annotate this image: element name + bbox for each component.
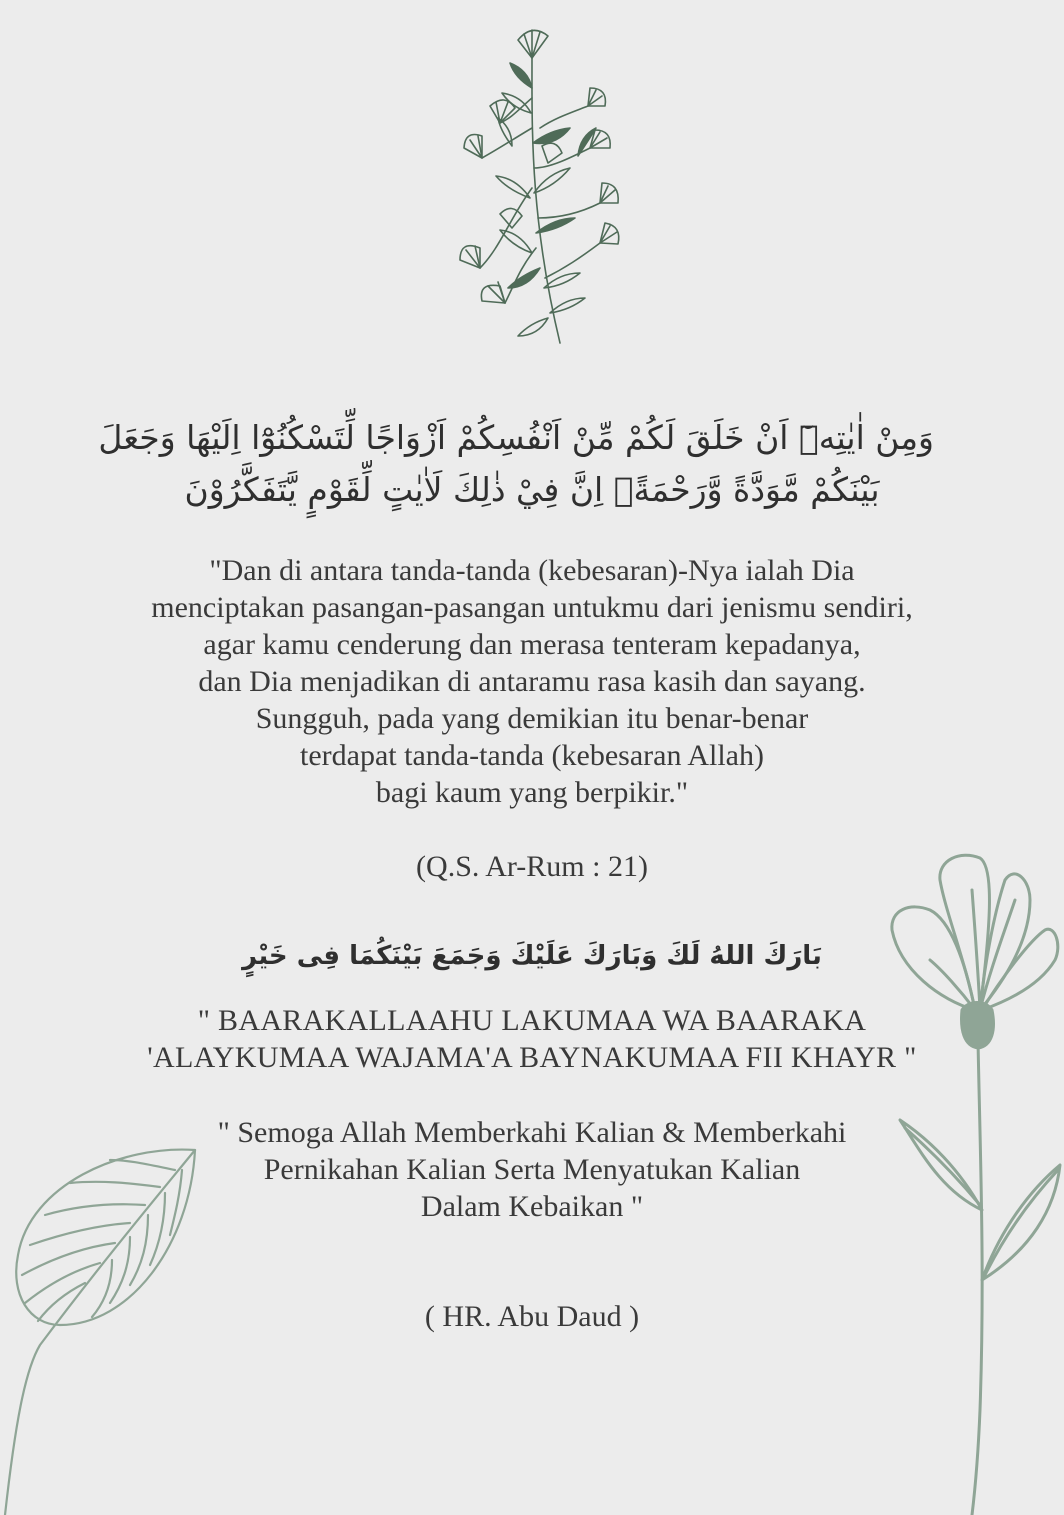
translation-line: bagi kaum yang berpikir." <box>375 776 689 809</box>
transliteration-line: 'ALAYKUMAA WAJAMA'A BAYNAKUMAA FII KHAYR " <box>147 1041 917 1074</box>
meaning-line: " Semoga Allah Memberkahi Kalian & Memberkahi <box>217 1116 847 1149</box>
verse-citation: (Q.S. Ar-Rum : 21) <box>416 850 648 883</box>
doa-transliteration <box>0 1002 1064 1076</box>
translation-line: agar kamu cenderung dan merasa tenteram kepadanya, <box>203 628 861 661</box>
translation-line: menciptakan pasangan-pasangan untukmu dari jenismu sendiri, <box>151 591 913 624</box>
quran-verse-arabic <box>0 412 1064 516</box>
transliteration-line: " BAARAKALLAAHU LAKUMAA WA BAARAKA <box>197 1004 867 1037</box>
translation-line: "Dan di antara tanda-tanda (kebesaran)-Nya ialah Dia <box>209 554 855 587</box>
meaning-line: Pernikahan Kalian Serta Menyatukan Kalian <box>263 1153 801 1186</box>
flower-sprig-icon <box>420 18 650 348</box>
doa-meaning <box>0 1114 1064 1225</box>
verse-translation <box>0 552 1064 811</box>
doa-arabic: بَارَكَ اللهُ لَكَ وَبَارَكَ عَلَيْكَ وَجَمَعَ بَيْنَكُمَا فِى خَيْرٍ <box>242 941 822 971</box>
verse-arabic-line: بَيْنَكُمْ مَّوَدَّةً وَّرَحْمَةًۗ اِنَّ فِيْ ذٰلِكَ لَاٰيٰتٍ لِّقَوْمٍ يَّتَفَكَّرُوْنَ <box>184 470 880 509</box>
translation-line: Sungguh, pada yang demikian itu benar-benar <box>255 702 809 735</box>
translation-line: dan Dia menjadikan di antaramu rasa kasih dan sayang. <box>198 665 866 698</box>
translation-line: terdapat tanda-tanda (kebesaran Allah) <box>300 739 764 772</box>
meaning-line: Dalam Kebaikan " <box>420 1190 644 1223</box>
verse-arabic-line: وَمِنْ اٰيٰتِهٖٓ اَنْ خَلَقَ لَكُمْ مِّنْ اَنْفُسِكُمْ اَزْوَاجًا لِّتَسْكُنُوْٓا اِلَيْهَا وَجَعَلَ <box>98 418 934 457</box>
hadith-citation: ( HR. Abu Daud ) <box>424 1300 640 1333</box>
